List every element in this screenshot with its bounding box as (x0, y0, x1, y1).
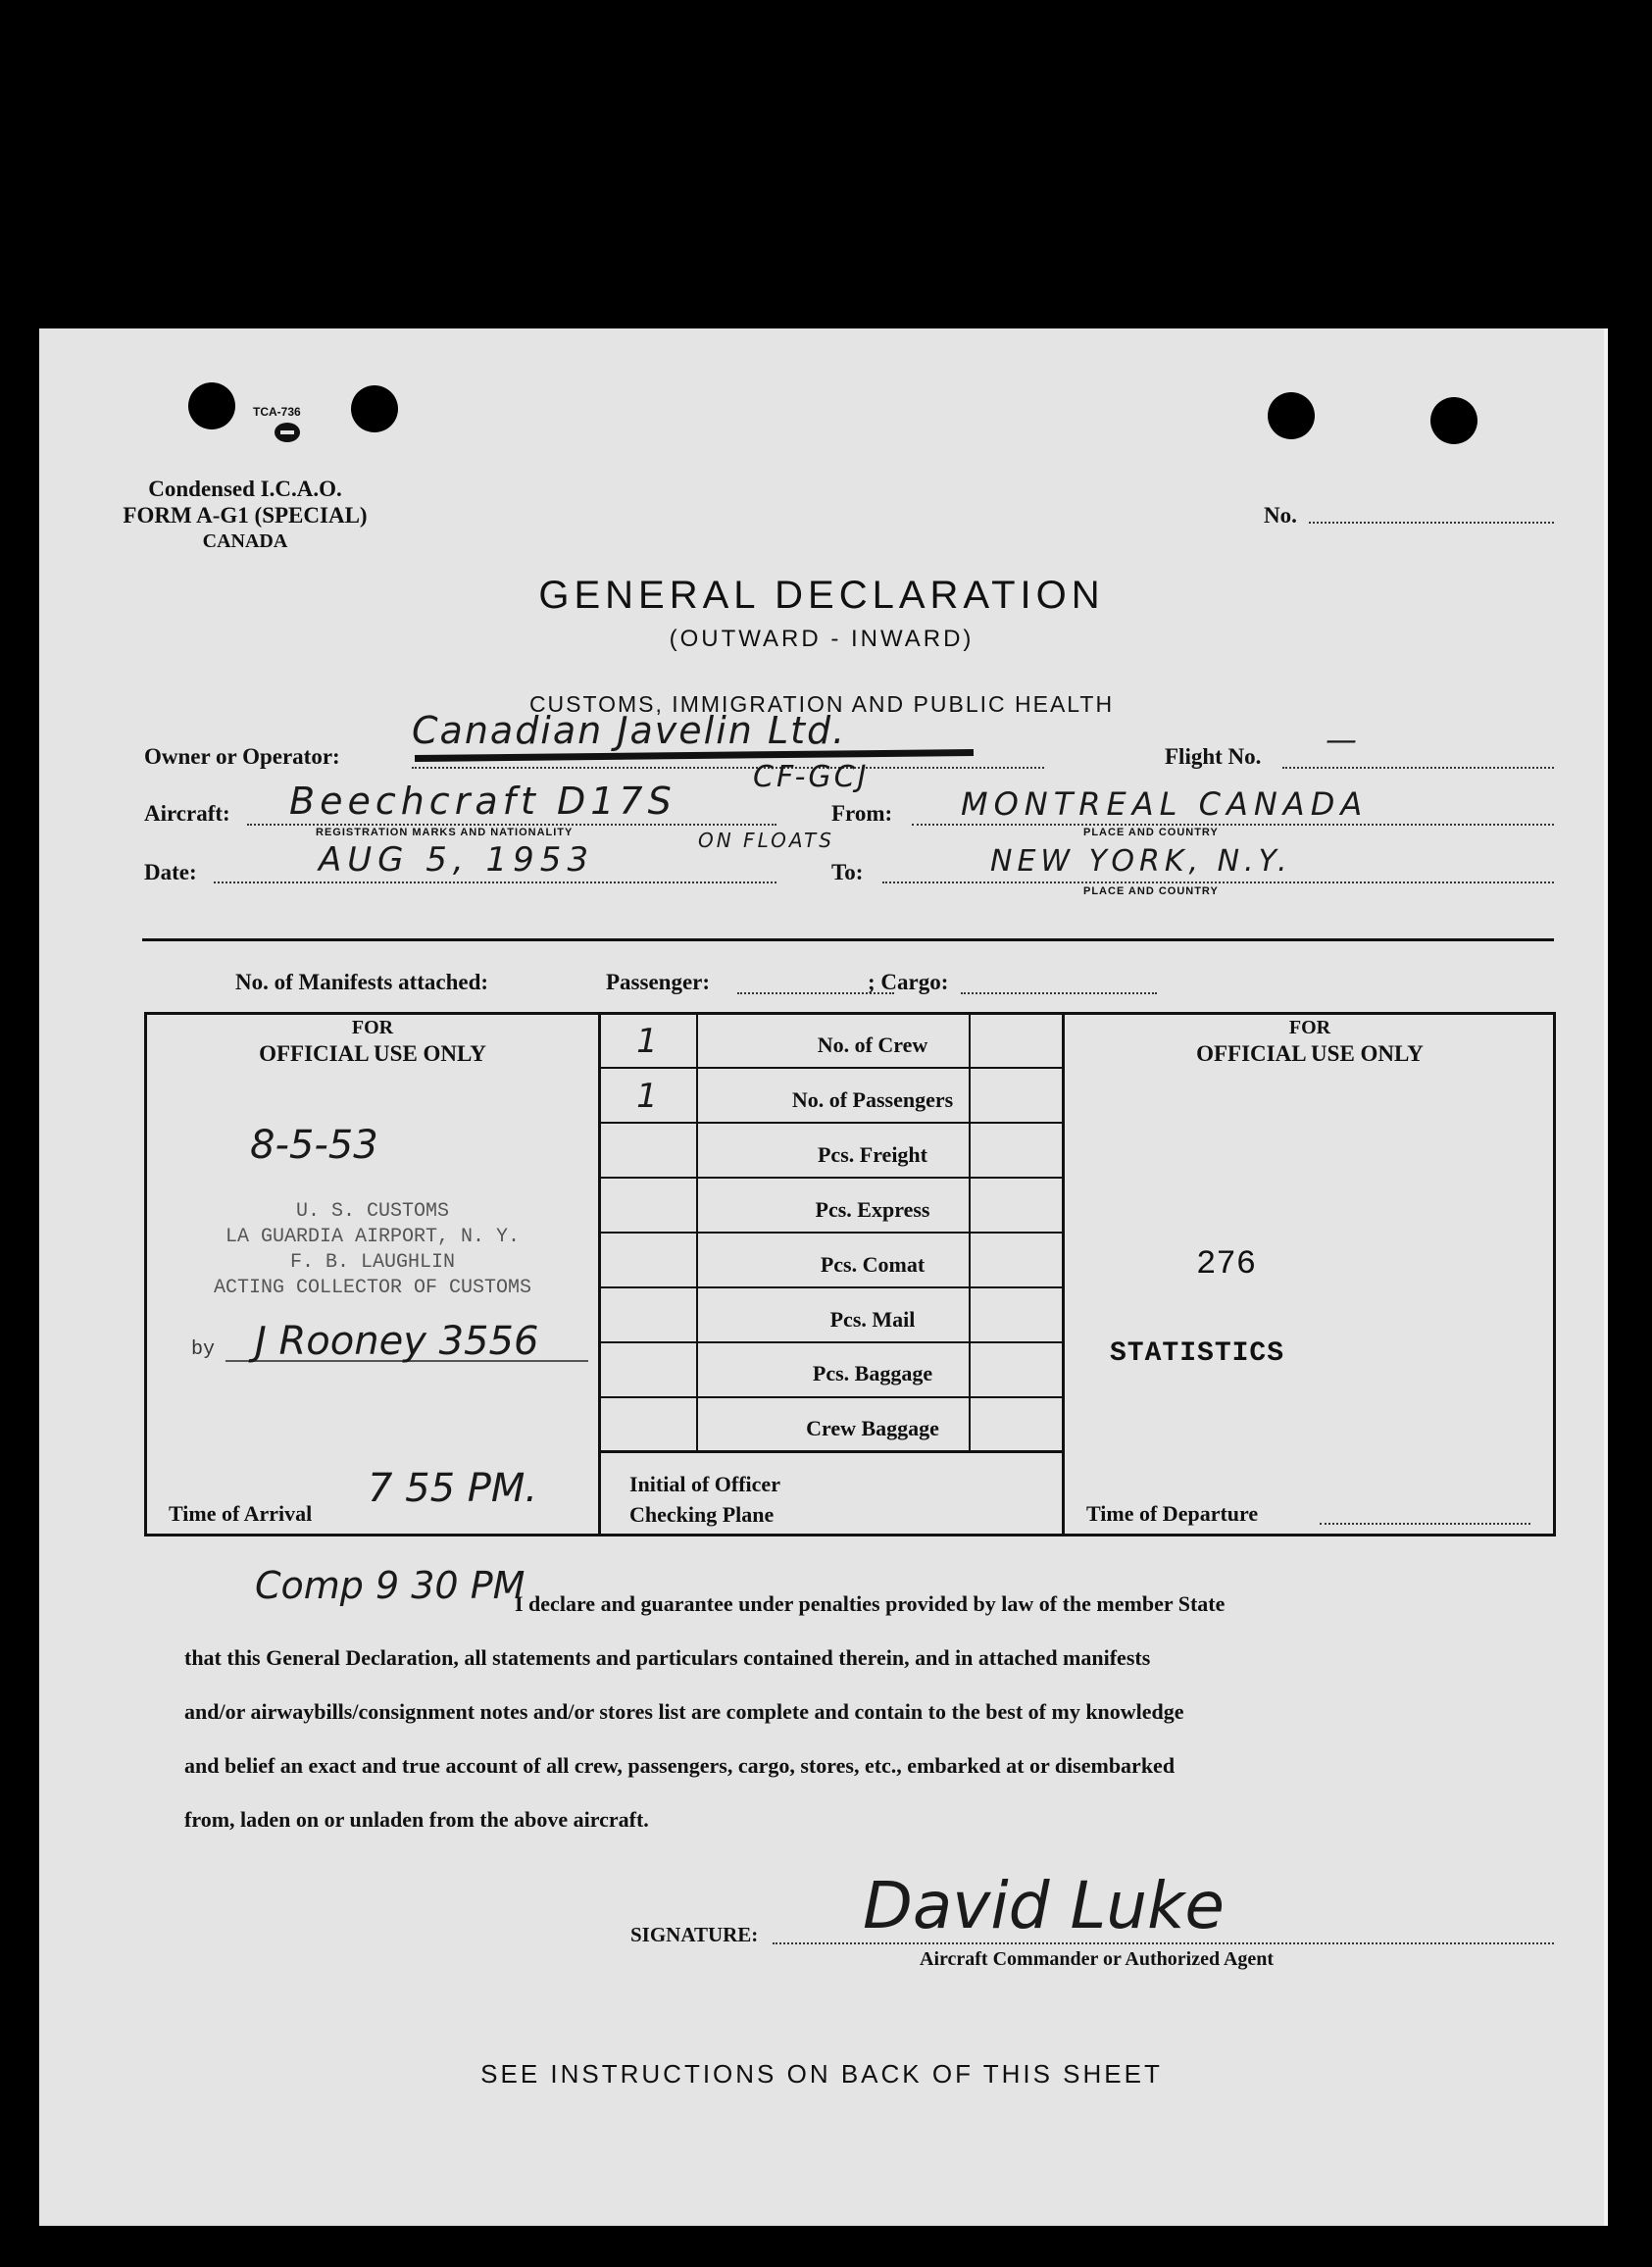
commander-signature: David Luke (863, 1868, 1225, 1943)
punch-hole (1430, 397, 1477, 444)
from-label: From: (831, 801, 893, 826)
logo-icon (275, 423, 300, 442)
flight-field[interactable] (1282, 767, 1554, 769)
stamp-line: LA GUARDIA AIRPORT, N. Y. (225, 1226, 521, 1248)
row-label: No. of Passengers (791, 1087, 954, 1112)
page-title: GENERAL DECLARATION (538, 574, 1105, 617)
manifests-label: No. of Manifests attached: (235, 970, 489, 994)
aircraft-label: Aircraft: (144, 801, 230, 826)
left-header-line2: OFFICIAL USE ONLY (259, 1041, 486, 1066)
date-label: Date: (144, 860, 197, 884)
row-label: Pcs. Express (815, 1197, 930, 1222)
number-label: No. (1264, 503, 1297, 528)
stamp-line: F. B. LAUGHLIN (289, 1251, 456, 1274)
flight-value: — (1326, 721, 1357, 758)
table-row-line (598, 1122, 1064, 1124)
passenger-count: 1 (636, 1077, 658, 1116)
arrival-label: Time of Arrival (169, 1501, 313, 1526)
declaration-line: I declare and guarantee under penalties provided by law of the member State (515, 1591, 1226, 1616)
departure-field[interactable] (1320, 1523, 1530, 1525)
row-label: Crew Baggage (806, 1416, 939, 1440)
table-row-line (598, 1232, 1064, 1234)
date-value: AUG 5, 1953 (319, 840, 595, 880)
table-row-line (598, 1450, 1064, 1453)
punch-hole (351, 385, 398, 432)
form-sheet (39, 328, 1608, 2226)
issuer-line: FORM A-G1 (SPECIAL) (123, 503, 368, 528)
departure-label: Time of Departure (1086, 1501, 1259, 1526)
comp-note: Comp 9 30 PM (255, 1564, 526, 1607)
registration-caption: REGISTRATION MARKS AND NATIONALITY (316, 827, 574, 838)
number-field[interactable] (1309, 522, 1554, 524)
footer-instructions: SEE INSTRUCTIONS ON BACK OF THIS SHEET (480, 2059, 1163, 2089)
row-label: No. of Crew (817, 1033, 928, 1057)
floats-note: ON FLOATS (698, 829, 834, 852)
row-label: Pcs. Baggage (812, 1361, 933, 1385)
row-label: Pcs. Comat (820, 1252, 926, 1277)
table-row-line (598, 1286, 1064, 1288)
form-issuer (108, 476, 382, 555)
punch-hole (1268, 392, 1315, 439)
table-row-line (598, 1177, 1064, 1179)
table-row-line (598, 1396, 1064, 1398)
declaration-line: from, laden on or unladen from the above aircraft. (184, 1807, 649, 1832)
right-header-line1: FOR (1288, 1017, 1331, 1038)
to-field[interactable] (882, 882, 1554, 883)
inspector-signature: J Rooney 3556 (255, 1319, 539, 1364)
right-header-line2: OFFICIAL USE ONLY (1196, 1041, 1424, 1066)
crew-count: 1 (636, 1022, 658, 1061)
initial-line: Initial of Officer (629, 1472, 780, 1496)
declaration-line: and/or airwaybills/consignment notes and/or stores list are complete and contain to the best of my knowledge (184, 1699, 1184, 1724)
cargo-field[interactable] (961, 992, 1157, 994)
place-caption: PLACE AND COUNTRY (1083, 885, 1219, 897)
issuer-line: CANADA (202, 530, 288, 552)
table-row-line (598, 1341, 1064, 1343)
to-label: To: (831, 860, 864, 884)
left-header-line1: FOR (351, 1017, 394, 1038)
official-number: 276 (1196, 1246, 1257, 1284)
owner-label: Owner or Operator: (144, 744, 340, 769)
stamp-line: ACTING COLLECTOR OF CUSTOMS (213, 1277, 532, 1299)
row-label: Pcs. Freight (817, 1142, 927, 1167)
table-divider (1062, 1012, 1065, 1537)
declaration-line: that this General Declaration, all statements and particulars contained therein, and in attached manifests (184, 1645, 1151, 1670)
divider (142, 938, 1554, 941)
from-value: MONTREAL CANADA (961, 785, 1369, 823)
issuer-line: Condensed I.C.A.O. (148, 477, 342, 501)
from-field[interactable] (912, 824, 1554, 826)
initial-officer (629, 1469, 780, 1530)
place-caption: PLACE AND COUNTRY (1083, 827, 1219, 838)
owner-value: Canadian Javelin Ltd. (412, 709, 847, 752)
row-label: Pcs. Mail (829, 1307, 916, 1332)
stamp-by: by (191, 1338, 216, 1361)
form-scope: CUSTOMS, IMMIGRATION AND PUBLIC HEALTH (528, 691, 1115, 717)
to-value: NEW YORK, N.Y. (990, 844, 1292, 879)
initial-line: Checking Plane (629, 1502, 775, 1527)
cargo-label: ; Cargo: (868, 970, 949, 994)
aircraft-value: Beechcraft D17S (289, 780, 676, 823)
date-field[interactable] (214, 882, 776, 883)
arrival-value: 7 55 PM. (368, 1466, 538, 1511)
table-row-line (598, 1067, 1064, 1069)
owner-field[interactable] (412, 767, 1044, 769)
signature-caption: Aircraft Commander or Authorized Agent (920, 1948, 1275, 1970)
page-subtitle: (OUTWARD - INWARD) (669, 626, 975, 652)
customs-stamp (147, 1199, 598, 1301)
stamp-line: U. S. CUSTOMS (295, 1200, 450, 1223)
inspector-initials-date: 8-5-53 (250, 1123, 378, 1168)
passenger-label: Passenger: (606, 970, 711, 994)
flight-label: Flight No. (1165, 744, 1262, 769)
form-code: TCA-736 (253, 405, 301, 419)
punch-hole (188, 382, 235, 429)
registration-value: CF-GCJ (753, 760, 870, 794)
aircraft-field[interactable] (247, 824, 776, 826)
statistics-stamp: STATISTICS (1110, 1338, 1285, 1369)
declaration-line: and belief an exact and true account of all crew, passengers, cargo, stores, etc., embarked at or disembarked (184, 1753, 1176, 1778)
table-divider (598, 1012, 601, 1537)
signature-label: SIGNATURE: (630, 1923, 759, 1946)
